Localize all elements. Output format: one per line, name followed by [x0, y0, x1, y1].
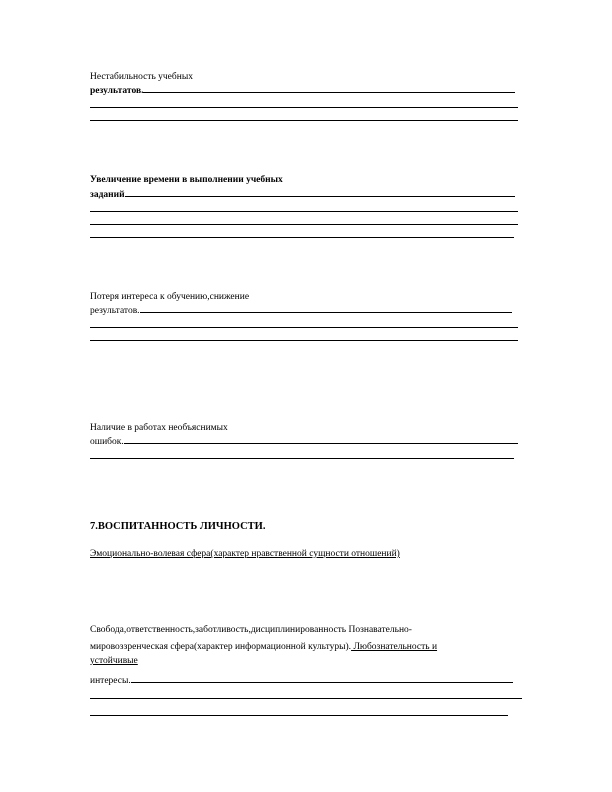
section-3-answer-line-inline[interactable]	[140, 304, 512, 313]
section-1-answer-line[interactable]	[90, 120, 518, 121]
qualities-line-3: устойчивые	[90, 656, 138, 666]
section-1-label-text: результатов.	[90, 86, 144, 96]
section-3-label-line1: Потеря интереса к обучению,снижение	[90, 292, 250, 302]
section-3-answer-line[interactable]	[90, 340, 518, 341]
section-1-answer-line-inline[interactable]	[143, 84, 515, 93]
section-1-answer-line[interactable]	[90, 107, 518, 108]
section-2-answer-line[interactable]	[90, 224, 518, 225]
section-4-answer-line-inline[interactable]	[124, 435, 518, 444]
qualities-line-4	[90, 674, 513, 687]
section-7-answer-line[interactable]	[90, 715, 508, 716]
section-1-label-line2	[90, 84, 515, 97]
section-2-label-line1: Увеличение времени в выполнении учебных	[90, 175, 283, 185]
interests-label: интересы.	[90, 676, 131, 686]
section-2-label-line2	[90, 188, 515, 201]
section-4-label-line2	[90, 435, 518, 448]
section-4-label-text: ошибок.	[90, 437, 124, 447]
cognitive-sphere-label: мировоззренческая сфера(характер информационной культуры).	[90, 642, 352, 652]
section-3-label-line2	[90, 304, 512, 317]
section-7-heading: 7.ВОСПИТАННОСТЬ ЛИЧНОСТИ.	[90, 521, 266, 532]
section-4-label-line1: Наличие в работах необъяснимых	[90, 423, 228, 433]
section-2-answer-line[interactable]	[90, 211, 518, 212]
section-2-answer-line[interactable]	[90, 237, 514, 238]
section-4-answer-line[interactable]	[90, 458, 514, 459]
section-2-label-text: заданий	[90, 190, 125, 200]
qualities-line-1: Свобода,ответственность,заботливость,дисциплинированность Познавательно-	[90, 625, 412, 635]
qualities-line-2	[90, 642, 437, 653]
curiosity-label: Любознательность и	[351, 642, 438, 652]
section-3-label-text: результатов.	[90, 306, 140, 316]
section-7-answer-line[interactable]	[90, 698, 522, 699]
section-7-answer-line-inline[interactable]	[131, 674, 513, 683]
emotional-sphere-label: Эмоционально-волевая сфера(характер нравственной сущности отношений)	[90, 549, 400, 559]
section-2-answer-line-inline[interactable]	[125, 188, 515, 197]
section-1-label-line1: Нестабильность учебных	[90, 72, 193, 82]
section-3-answer-line[interactable]	[90, 327, 518, 328]
